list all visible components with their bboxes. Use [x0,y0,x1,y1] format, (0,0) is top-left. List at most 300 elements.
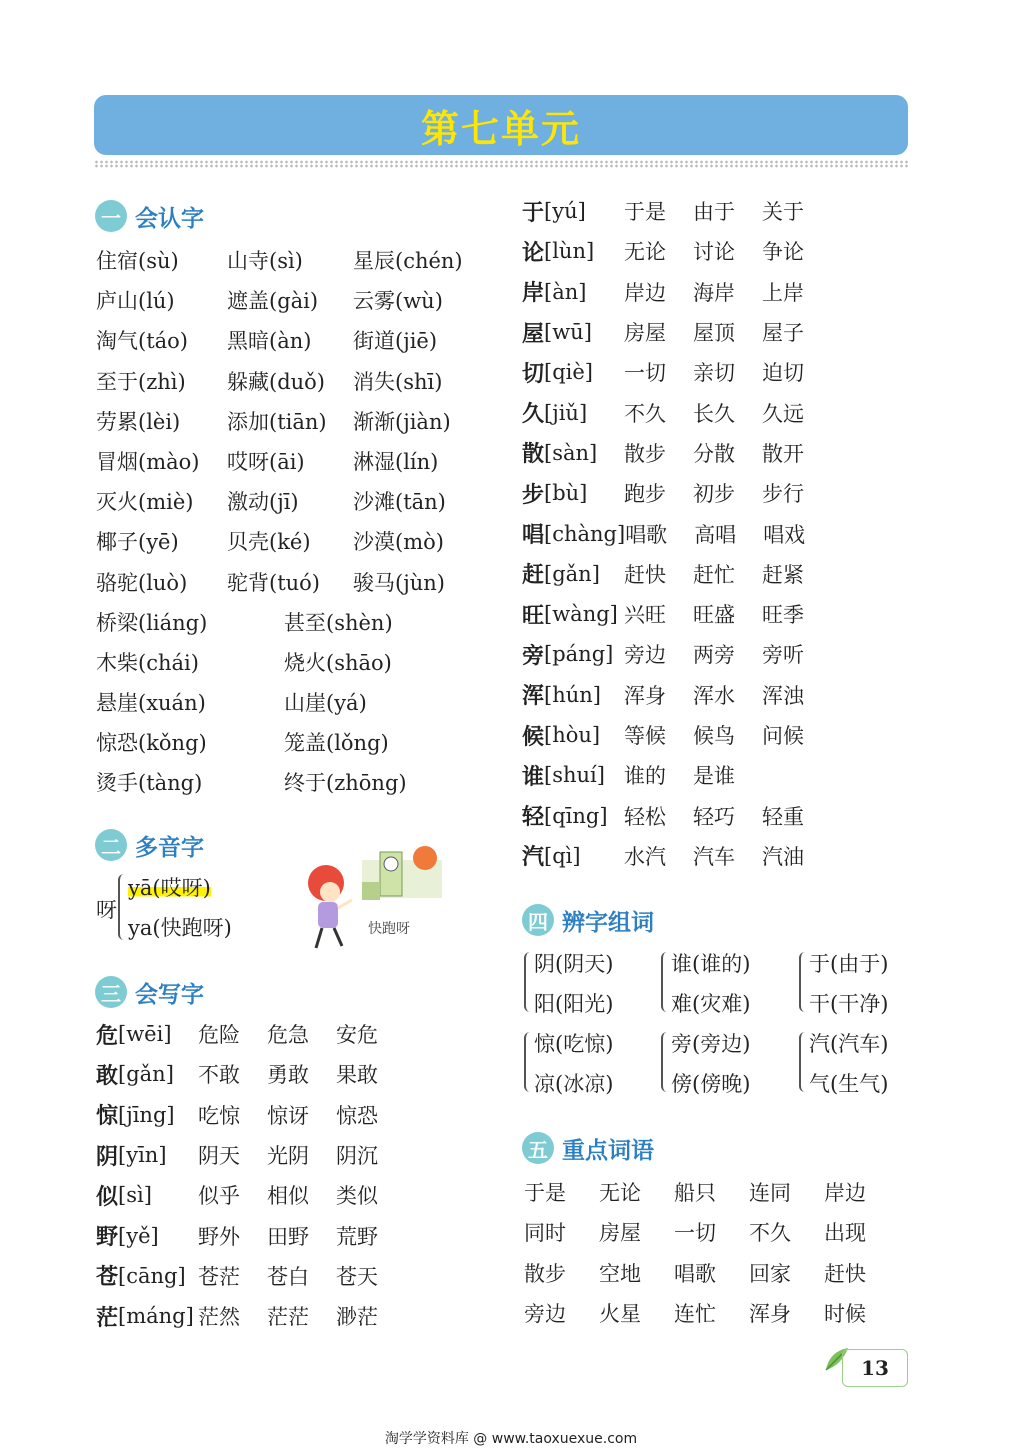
unit-title-banner [94,95,908,155]
bianzi-word: 旁(旁边) [671,1032,751,1056]
example-word: 茫然 [198,1305,241,1330]
section-heading-write [95,975,204,1009]
write-char: 岸 [522,281,545,307]
bianzi-word: 于(由于) [809,952,889,976]
illustration-caption: 快跑呀 [368,921,410,937]
example-word: 赶快 [624,562,667,587]
example-word: 安危 [336,1023,379,1048]
example-word: 唱戏 [763,522,806,547]
keyword: 时候 [824,1302,866,1327]
word-item: 沙滩(tān) [353,490,446,515]
write-char: 论 [522,240,545,266]
write-words [624,559,831,589]
example-word: 危险 [198,1023,241,1048]
example-word: 初步 [693,482,736,507]
word-item: 椰子(yē) [96,530,179,555]
page-number: 13 [842,1349,908,1387]
section-title: 会认字 [135,205,204,232]
word-item: 木柴(chái) [96,651,199,675]
word-item: 哎呀(āi) [227,450,305,475]
write-pinyin: [gǎn] [118,1062,174,1087]
example-word: 不久 [624,401,667,426]
section-number: 一 [95,200,127,232]
example-word: 荒野 [336,1224,379,1249]
word-item: 激动(jī) [227,490,299,515]
example-word: 散开 [762,441,805,466]
example-word: 屋顶 [693,321,736,346]
write-entry [522,594,932,634]
footer-credit: 淘学学资料库 @ www.taoxuexue.com [384,1431,638,1447]
write-entry [522,473,932,513]
table-row [96,361,496,401]
write-char: 汽 [522,845,545,871]
write-pinyin: [jiǔ] [544,400,588,425]
example-word: 惊讶 [267,1103,310,1128]
word-item: 山寺(sì) [227,249,303,274]
example-word: 分散 [693,441,736,466]
example-word: 旁听 [762,643,805,668]
example-word: 苍茫 [198,1264,241,1289]
section-title: 会写字 [135,981,204,1008]
example-word: 一切 [624,361,667,386]
word-item: 躲藏(duǒ) [227,369,325,394]
example-word: 勇敢 [267,1063,310,1088]
write-entry [522,272,932,312]
dotted-divider [94,160,908,168]
write-words [624,277,831,307]
write-pinyin: [páng] [544,642,614,667]
word-item: 贝壳(ké) [227,530,311,555]
write-words [198,1100,405,1130]
section-heading-recognize [95,199,204,233]
polyphone-char: 呀 [96,898,117,922]
write-words [624,317,831,347]
word-item: 劳累(lèi) [96,409,181,434]
write-words [625,519,832,549]
table-row [96,521,496,561]
word-item: 灭火(miè) [96,490,194,515]
word-item: 桥梁(liáng) [96,611,208,635]
write-entry [522,715,932,755]
example-word: 问候 [762,724,805,748]
keyword: 于是 [524,1181,566,1206]
table-row [96,441,496,481]
write-char: 阴 [96,1144,119,1170]
write-entry [522,634,932,674]
write-char: 危 [96,1023,119,1049]
brace [799,1032,807,1092]
recognize-grid-2col [96,602,496,802]
brace [661,952,669,1012]
write-words [624,398,831,428]
example-word: 苍天 [336,1264,379,1289]
example-word: 阴天 [198,1144,241,1169]
write-char: 步 [522,482,545,508]
bianzi-pair [799,1024,929,1104]
write-pinyin: [sì] [118,1183,152,1208]
example-word: 无论 [624,240,667,265]
example-word: 候鸟 [693,724,736,748]
write-pinyin: [yīn] [118,1143,167,1168]
write-entry [522,352,932,392]
example-word: 赶紧 [762,562,805,587]
write-entry [96,1095,506,1135]
example-word: 兴旺 [624,603,667,628]
write-entry [522,554,932,594]
write-entry [96,1014,506,1054]
write-char: 轻 [522,805,545,831]
write-char: 屋 [522,321,545,347]
bianzi-word: 阴(阴天) [534,952,614,976]
write-char: 候 [522,724,545,750]
write-char: 茫 [96,1305,119,1331]
polyphone-reading-1 [128,872,211,902]
write-words [198,1140,405,1170]
example-word: 渺茫 [336,1305,379,1330]
bianzi-word: 汽(汽车) [809,1032,889,1056]
table-row [96,762,496,802]
write-words [198,1059,405,1089]
recognize-grid-3col [96,240,496,602]
example-word: 讨论 [693,240,736,265]
write-words [198,1180,405,1210]
table-row [96,602,496,642]
table-row [524,1293,899,1333]
bianzi-pair [799,944,929,1024]
word-item: 庐山(lú) [96,289,175,314]
write-pinyin: [hòu] [544,723,601,747]
table-row [96,562,496,602]
example-word: 赶忙 [693,562,736,587]
section-heading-bianzi [522,903,654,937]
write-words [624,720,831,750]
example-word: 迫切 [762,361,805,386]
write-char: 浑 [522,684,545,710]
example-word: 惊恐 [336,1103,379,1128]
reading-pinyin: yā [128,876,153,900]
write-entry [522,836,932,876]
example-word: 轻松 [624,804,667,829]
example-word: 轻巧 [693,804,736,829]
write-entry [522,392,932,432]
write-pinyin: [shuí] [544,763,605,788]
bianzi-pair [524,1024,654,1104]
example-word: 海岸 [693,280,736,305]
example-word: 野外 [198,1224,241,1249]
keyword: 回家 [749,1261,791,1286]
example-word: 苍白 [267,1264,310,1289]
example-word: 由于 [693,200,736,225]
word-item: 街道(jiē) [353,329,438,354]
word-item: 至于(zhì) [96,369,186,394]
write-words [624,760,762,790]
word-item: 烧火(shāo) [284,651,392,675]
table-row [96,722,496,762]
keyword: 空地 [599,1261,641,1286]
word-item: 遮盖(gài) [227,289,319,314]
write-words [624,841,831,871]
section-number: 二 [95,829,127,861]
write-pinyin: [máng] [118,1304,194,1329]
word-item: 淋湿(lín) [353,450,439,475]
write-words [624,438,831,468]
brace [661,1032,669,1092]
example-word: 房屋 [624,321,667,346]
table-row [96,280,496,320]
example-word: 上岸 [762,280,805,305]
example-word: 光阴 [267,1144,310,1169]
example-word: 散步 [624,441,667,466]
write-entry [96,1175,506,1215]
example-word: 水汽 [624,844,667,869]
write-entry [96,1054,506,1094]
write-entry [96,1256,506,1296]
bianzi-pair [524,944,654,1024]
table-row [96,320,496,360]
example-word: 久远 [762,401,805,426]
example-word: 不敢 [198,1063,241,1088]
word-item: 黑暗(àn) [227,329,312,354]
write-words [624,478,831,508]
write-char: 苍 [96,1265,119,1291]
write-entry [522,231,932,271]
write-char: 散 [522,442,545,468]
keyword: 房屋 [599,1221,641,1246]
polyphone-reading-2: ya(快跑呀) [128,916,232,940]
bianzi-word: 惊(吃惊) [534,1032,614,1056]
word-item: 星辰(chén) [353,249,463,274]
example-word: 等候 [624,724,667,748]
write-char: 久 [522,402,545,428]
write-pinyin: [chàng] [544,521,626,546]
bianzi-word: 干(干净) [809,992,889,1016]
page-title: 第七单元 [420,106,581,151]
word-item: 渐渐(jiàn) [353,409,451,434]
example-word: 相似 [267,1184,310,1209]
write-char: 惊 [96,1104,119,1130]
table-row [96,481,496,521]
write-words [624,599,831,629]
write-char: 赶 [522,563,545,589]
example-word: 阴沉 [336,1144,379,1169]
word-item: 住宿(sù) [96,249,179,274]
example-word: 轻重 [762,804,805,829]
example-word: 茫茫 [267,1305,310,1330]
word-item: 消失(shī) [353,369,443,394]
write-words [624,639,831,669]
example-word: 于是 [624,200,667,225]
word-item: 骏马(jùn) [353,570,445,595]
write-pinyin: [qì] [544,843,581,868]
write-pinyin: [bù] [544,481,588,506]
keyword: 赶快 [824,1261,866,1286]
keyword: 一切 [674,1221,716,1246]
word-item: 笼盖(lǒng) [284,731,389,755]
keyword: 旁边 [524,1302,566,1327]
example-word: 争论 [762,240,805,265]
write-pinyin: [wàng] [544,602,618,627]
word-item: 山崖(yá) [284,691,367,715]
keyword: 同时 [524,1221,566,1246]
write-char: 似 [96,1184,119,1210]
write-char: 敢 [96,1063,119,1089]
keyword: 火星 [599,1302,641,1327]
write-entry [522,191,932,231]
write-char: 谁 [522,764,545,790]
write-words [198,1261,405,1291]
keyword: 船只 [674,1181,716,1206]
example-word: 亲切 [693,361,736,386]
example-word: 类似 [336,1184,379,1209]
example-word: 两旁 [693,643,736,668]
keyword: 连同 [749,1181,791,1206]
word-item: 烫手(tàng) [96,771,203,795]
word-item: 悬崖(xuán) [96,691,206,715]
word-item: 骆驼(luò) [96,570,188,595]
example-word: 屋子 [762,321,805,346]
example-word: 浑浊 [762,683,805,708]
section-title: 重点词语 [562,1137,654,1164]
section-heading-polyphone [95,828,204,862]
write-words [198,1301,405,1331]
example-word: 田野 [267,1224,310,1249]
write-entry [522,513,932,553]
example-word: 步行 [762,482,805,507]
keyword: 连忙 [674,1302,716,1327]
example-word: 旺盛 [693,603,736,628]
example-word: 是谁 [693,764,736,789]
example-word: 浑水 [693,683,736,708]
polyphone-entry [96,870,296,950]
write-pinyin: [yě] [118,1223,159,1248]
write-pinyin: [àn] [544,279,587,304]
keyword: 浑身 [749,1302,791,1327]
write-char: 旺 [522,603,545,629]
example-word: 吃惊 [198,1103,241,1128]
bianzi-word: 傍(傍晚) [671,1072,751,1096]
write-list-right [522,191,932,876]
write-words [198,1221,405,1251]
write-pinyin: [gǎn] [544,561,600,586]
write-char: 唱 [522,523,545,549]
write-words [624,680,831,710]
write-pinyin: [yú] [544,199,586,224]
write-pinyin: [cāng] [118,1263,186,1288]
write-pinyin: [hún] [544,682,601,707]
example-word: 旁边 [624,643,667,668]
write-pinyin: [lùn] [544,239,595,264]
bianzi-word: 凉(冰凉) [534,1072,614,1096]
bianzi-word: 难(灾难) [671,992,751,1016]
example-word: 高唱 [694,522,737,547]
write-list-left [96,1014,506,1336]
write-pinyin: [wū] [544,320,592,345]
keyword: 出现 [824,1221,866,1246]
keyword: 不久 [749,1221,791,1246]
write-pinyin: [wēi] [118,1022,172,1047]
table-row [96,240,496,280]
brace [799,952,807,1012]
write-words [198,1019,405,1049]
example-word: 汽车 [693,844,736,869]
keyword: 岸边 [824,1181,866,1206]
word-item: 甚至(shèn) [284,611,393,635]
bianzi-pair [661,944,791,1024]
brace [118,874,128,940]
example-word: 危急 [267,1023,310,1048]
reading-word: (哎呀) [152,876,211,900]
bianzi-word: 气(生气) [809,1072,889,1096]
word-item: 添加(tiān) [227,409,327,434]
word-item: 沙漠(mò) [353,530,444,555]
word-item: 惊恐(kǒng) [96,731,207,755]
table-row [96,401,496,441]
write-char: 切 [522,361,545,387]
example-word: 跑步 [624,482,667,507]
write-words [624,196,831,226]
example-word: 唱歌 [625,522,668,547]
write-entry [522,755,932,795]
write-char: 野 [96,1225,119,1251]
write-words [624,236,831,266]
example-word: 谁的 [624,764,667,789]
example-word: 浑身 [624,683,667,708]
bianzi-pair [661,1024,791,1104]
table-row [524,1172,899,1212]
write-entry [96,1215,506,1255]
write-entry [96,1296,506,1336]
running-kid-illustration [300,838,445,958]
example-word: 长久 [693,401,736,426]
write-entry [522,795,932,835]
write-char: 于 [522,200,545,226]
write-words [624,357,831,387]
write-pinyin: [sàn] [544,440,598,465]
example-word: 旺季 [762,603,805,628]
word-item: 淘气(táo) [96,329,188,354]
keyword: 无论 [599,1181,641,1206]
table-row [96,682,496,722]
table-row [524,1212,899,1252]
cartoon-image [300,838,445,958]
section-number: 三 [95,976,127,1008]
table-row [96,642,496,682]
keyword: 散步 [524,1261,566,1286]
write-entry [522,312,932,352]
example-word: 关于 [762,200,805,225]
word-item: 冒烟(mào) [96,450,200,475]
write-entry [96,1135,506,1175]
example-word: 岸边 [624,280,667,305]
write-char: 旁 [522,643,545,669]
example-word: 似乎 [198,1184,241,1209]
section-title: 辨字组词 [562,909,654,936]
bianzi-word: 阳(阳光) [534,992,614,1016]
write-words [624,801,831,831]
write-pinyin: [qiè] [544,360,593,385]
table-row [524,1253,899,1293]
write-pinyin: [qīng] [544,803,608,828]
section-heading-keywords [522,1131,654,1165]
brace [524,952,532,1012]
keyword-grid [524,1172,899,1333]
word-item: 云雾(wù) [353,289,443,314]
example-word: 果敢 [336,1063,379,1088]
brace [524,1032,532,1092]
section-number: 五 [522,1132,554,1164]
word-item: 终于(zhōng) [284,771,407,795]
section-title: 多音字 [135,834,204,861]
